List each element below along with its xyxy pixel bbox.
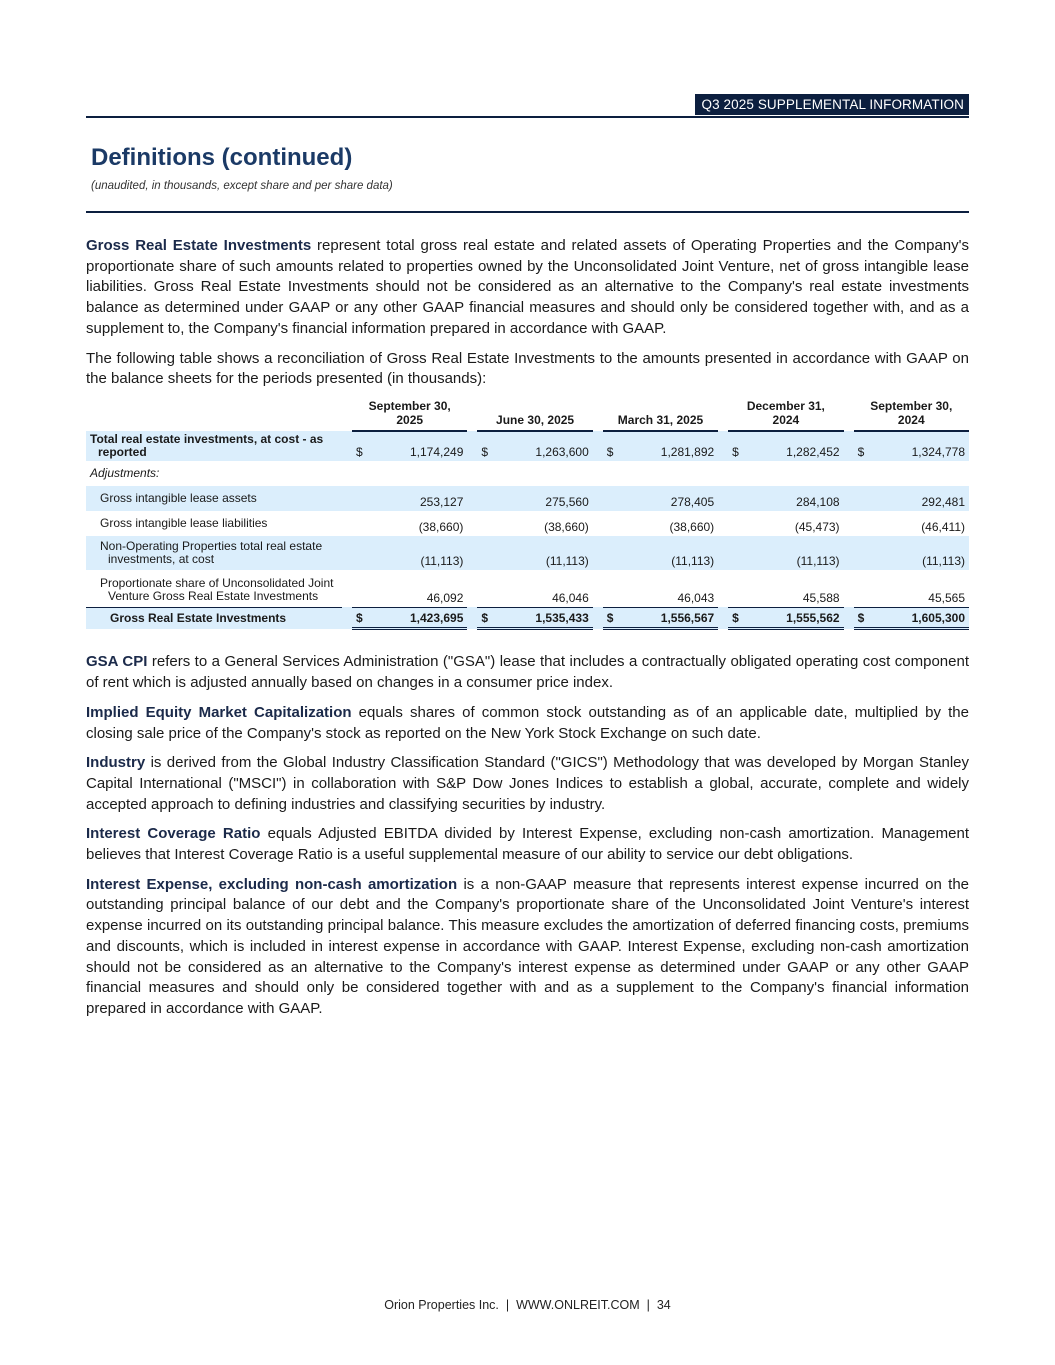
cell-value: 275,560 [491, 486, 592, 511]
definition-text: refers to a General Services Administration ("GSA") lease that includes a contractually obligated operating cost component of rent which is adjusted annually based on changes in a consumer price index. [86, 653, 969, 692]
table-row [86, 486, 969, 511]
currency-symbol: $ [477, 431, 491, 461]
footer-separator: | [505, 1298, 510, 1312]
gsa-cpi-definition [86, 652, 969, 693]
cell-value: 278,405 [617, 486, 718, 511]
currency-symbol: $ [603, 607, 617, 629]
table-row [86, 570, 969, 608]
reconciliation-intro: The following table shows a reconciliation of Gross Real Estate Investments to the amounts presented in accordance with GAAP on the balance sheets for the periods presented (in thousands): [86, 349, 969, 388]
cell-value: 1,535,433 [491, 607, 592, 629]
page-title: Definitions (continued) [91, 144, 353, 171]
term: Industry [86, 754, 146, 772]
report-header-tag: Q3 2025 SUPPLEMENTAL INFORMATION [695, 94, 969, 115]
cell-value: 253,127 [366, 486, 467, 511]
currency-symbol: $ [477, 607, 491, 629]
col-header: December 31, 2024 [728, 399, 843, 431]
cell-value: 1,555,562 [742, 607, 843, 629]
cell-value: (38,660) [418, 519, 464, 534]
row-label: Non-Operating Properties total real estate investments, at cost [100, 538, 323, 566]
row-label: Gross intangible lease liabilities [100, 515, 268, 530]
cell-value: (38,660) [544, 519, 589, 534]
definition-text: is a non-GAAP measure that represents interest expense incurred on the outstanding principal balance of our debt and the Company's proportionate share of the Unconsolidated Joint Venture's interest expense incurred on its outstanding principal balance. This measure excludes the amortization of deferred financing costs, premiums and discounts, which is included in interest expense in accordance with GAAP. Interest Expense, excluding non-cash amortization should not be considered as an alternative to the Company's interest expense as determined under GAAP or any other GAAP financial measures and should only be considered together with and as a supplement to the Company's financial information prepared in accordance with GAAP. [86, 875, 970, 1017]
table-row [86, 536, 969, 570]
currency-symbol: $ [854, 431, 868, 461]
currency-symbol: $ [854, 607, 868, 629]
row-label: Proportionate share of Unconsolidated Joint Venture Gross Real Estate Investments [100, 575, 334, 603]
currency-symbol: $ [728, 607, 742, 629]
cell-value: (11,113) [617, 536, 718, 570]
title-rule [86, 211, 969, 213]
term: Interest Coverage Ratio [86, 825, 261, 843]
cell-value: 1,282,452 [742, 431, 843, 461]
row-label: Gross intangible lease assets [86, 486, 342, 511]
cell-value: 45,565 [928, 590, 965, 605]
footer-company: Orion Properties Inc. [384, 1298, 499, 1312]
col-header: March 31, 2025 [603, 399, 718, 431]
term: Gross Real Estate Investments [86, 237, 312, 254]
table-row [86, 461, 969, 486]
footer-separator: | [646, 1298, 650, 1312]
footer-url[interactable]: WWW.ONLREIT.COM [516, 1298, 640, 1312]
table-header-row [86, 399, 969, 431]
cell-value: 284,108 [742, 486, 843, 511]
currency-symbol: $ [352, 607, 366, 629]
cell-value: 46,092 [426, 590, 464, 605]
table-row [86, 431, 969, 461]
industry-definition [86, 753, 969, 815]
cell-value: (38,660) [669, 519, 715, 534]
term: Implied Equity Market Capitalization [86, 703, 352, 721]
cell-value: 46,043 [677, 590, 715, 605]
table-row-total [86, 607, 969, 629]
table-row [86, 511, 969, 536]
currency-symbol: $ [603, 431, 617, 461]
gross-rei-definition [86, 236, 969, 340]
definition-text: equals Adjusted EBITDA divided by Interest Expense, excluding non-cash amortization. Management believes that Interest Coverage Ratio is a useful supplemental measure of our ability to service our debt obligations. [86, 825, 969, 864]
cell-value: 292,481 [868, 486, 969, 511]
cell-value: (45,473) [794, 519, 840, 534]
cell-value: (46,411) [921, 519, 965, 534]
cell-value: (11,113) [868, 536, 969, 570]
term: GSA CPI [86, 653, 148, 671]
page-footer [0, 1298, 1055, 1312]
interest-coverage-definition [86, 824, 969, 865]
row-label: Adjustments: [90, 465, 160, 480]
content-body [86, 236, 969, 1029]
cell-value: 1,605,300 [868, 607, 969, 629]
reconciliation-table [86, 399, 969, 631]
cell-value: (11,113) [742, 536, 843, 570]
currency-symbol: $ [728, 431, 742, 461]
definition-text: is derived from the Global Industry Classification Standard ("GICS") Methodology that was developed by Morgan Stanley Capital International ("MSCI") in collaboration with S&P Dow Jones Indices to establish a global, accurate, complete and widely accepted approach to defining industries and classifying securities by industry. [86, 754, 969, 813]
term: Interest Expense, excluding non-cash amortization [86, 875, 458, 893]
cell-value: 1,281,892 [617, 431, 718, 461]
col-header: September 30, 2024 [854, 399, 969, 431]
currency-symbol: $ [352, 431, 366, 461]
cell-value: 1,556,567 [617, 607, 718, 629]
header-rule [86, 116, 969, 118]
cell-value: 46,046 [552, 590, 589, 605]
col-header: September 30, 2025 [352, 399, 467, 431]
interest-expense-definition [86, 875, 969, 1020]
col-header: June 30, 2025 [477, 399, 592, 431]
page-subtitle: (unaudited, in thousands, except share and per share data) [91, 180, 393, 192]
row-label: Total real estate investments, at cost - as reported [90, 431, 324, 459]
cell-value: 1,174,249 [366, 431, 467, 461]
cell-value: 1,324,778 [868, 431, 969, 461]
cell-value: (11,113) [491, 536, 592, 570]
cell-value: (11,113) [366, 536, 467, 570]
cell-value: 1,263,600 [491, 431, 592, 461]
cell-value: 1,423,695 [366, 607, 467, 629]
page-number: 34 [656, 1298, 671, 1312]
definition-text: equals shares of common stock outstanding as of an applicable date, multiplied by the closing sale price of the Company's stock as reported on the New York Stock Exchange on such date. [86, 703, 969, 742]
cell-value: 45,588 [802, 590, 840, 605]
implied-equity-definition [86, 703, 969, 744]
definition-text: represent total gross real estate and related assets of Operating Properties and the Company's proportionate share of such amounts related to properties owned by the Unconsolidated Joint Venture, net of gross intangible lease liabilities. Gross Real Estate Investments should not be considered as an alternative to the Company's real estate investments balance as determined under GAAP or any other GAAP financial measures and should only be considered together with, and as a supplement to, the Company's financial information prepared in accordance with GAAP. [86, 237, 969, 337]
row-label: Gross Real Estate Investments [86, 607, 342, 629]
